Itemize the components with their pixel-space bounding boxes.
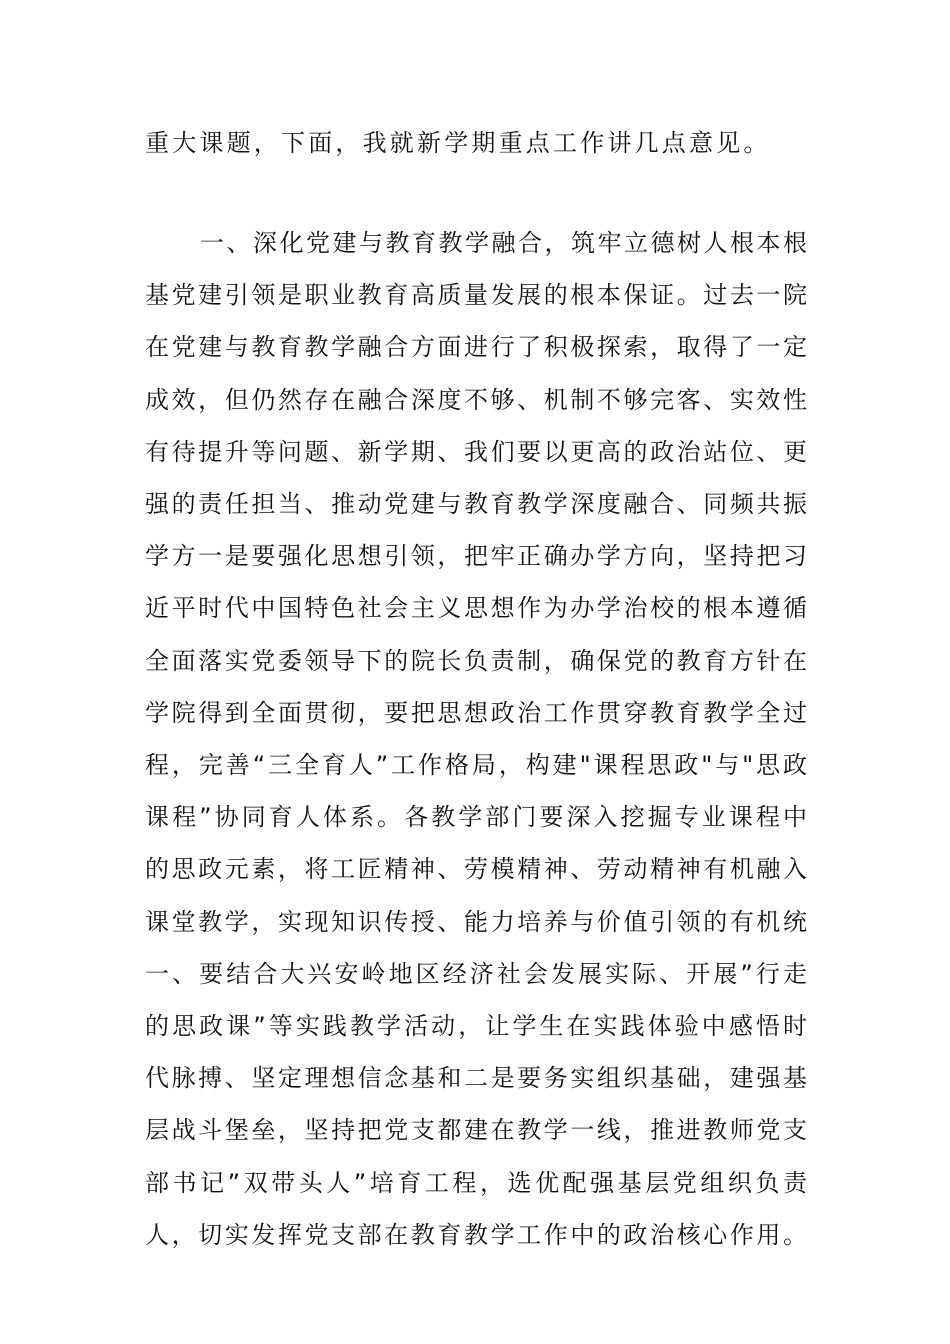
paragraph-line: 课堂教学，实现知识传授、能力培养与价值引领的有机统 <box>145 907 807 936</box>
paragraph-line: 一、要结合大兴安岭地区经济社会发展实际、开展”行走 <box>145 959 807 988</box>
paragraph-line: 的思政课”等实践教学活动，让学生在实践体验中感悟时 <box>145 1012 807 1040</box>
paragraph-line: 学方一是要强化思想引领，把牢正确办学方向，坚持把习 <box>145 542 807 571</box>
intro-line: 重大课题，下面，我就新学期重点工作讲几点意见。 <box>145 129 771 157</box>
paragraph-line: 一、深化党建与教育教学融合，筑牢立德树人根本根 <box>200 229 807 257</box>
paragraph-line: 成效，但仍然存在融合深度不够、机制不够完客、实效性 <box>145 385 807 414</box>
paragraph-line: 人，切实发挥党支部在教育教学工作中的政治核心作用。 <box>145 1220 807 1249</box>
paragraph-line: 在党建与教育教学融合方面进行了积极探索，取得了一定 <box>145 333 807 362</box>
paragraph-line: 代脉搏、坚定理想信念基和二是要务实组织基础，建强基 <box>145 1064 807 1093</box>
paragraph-line: 全面落实党委领导下的院长负责制，确保党的教育方针在 <box>145 646 807 675</box>
paragraph-line: 基党建引领是职业教育高质量发展的根本保证。过去一院 <box>145 281 807 310</box>
paragraph-line: 的思政元素，将工匠精神、劳模精神、劳动精神有机融入 <box>145 855 807 884</box>
paragraph-line: 有待提升等问题、新学期、我们要以更高的政治站位、更 <box>145 437 807 466</box>
paragraph-line: 课程”协同育人体系。各教学部门要深入挖掘专业课程中 <box>145 803 807 832</box>
paragraph-line: 部书记”双带头人”培育工程，选优配强基层党组织负责 <box>145 1168 807 1197</box>
paragraph-line: 程，完善“三全育人”工作格局，构建"课程思政"与"思政 <box>145 751 807 779</box>
paragraph-line: 近平时代中国特色社会主义思想作为办学治校的根本遵循 <box>145 594 807 623</box>
paragraph-line: 学院得到全面贯彻，要把思想政治工作贯穿教育教学全过 <box>145 698 807 727</box>
paragraph-line: 强的责任担当、推动党建与教育教学深度融合、同频共振 <box>145 490 807 518</box>
paragraph-line: 层战斗堡垒，坚持把党支都建在教学一线，推进教师党支 <box>145 1116 807 1145</box>
